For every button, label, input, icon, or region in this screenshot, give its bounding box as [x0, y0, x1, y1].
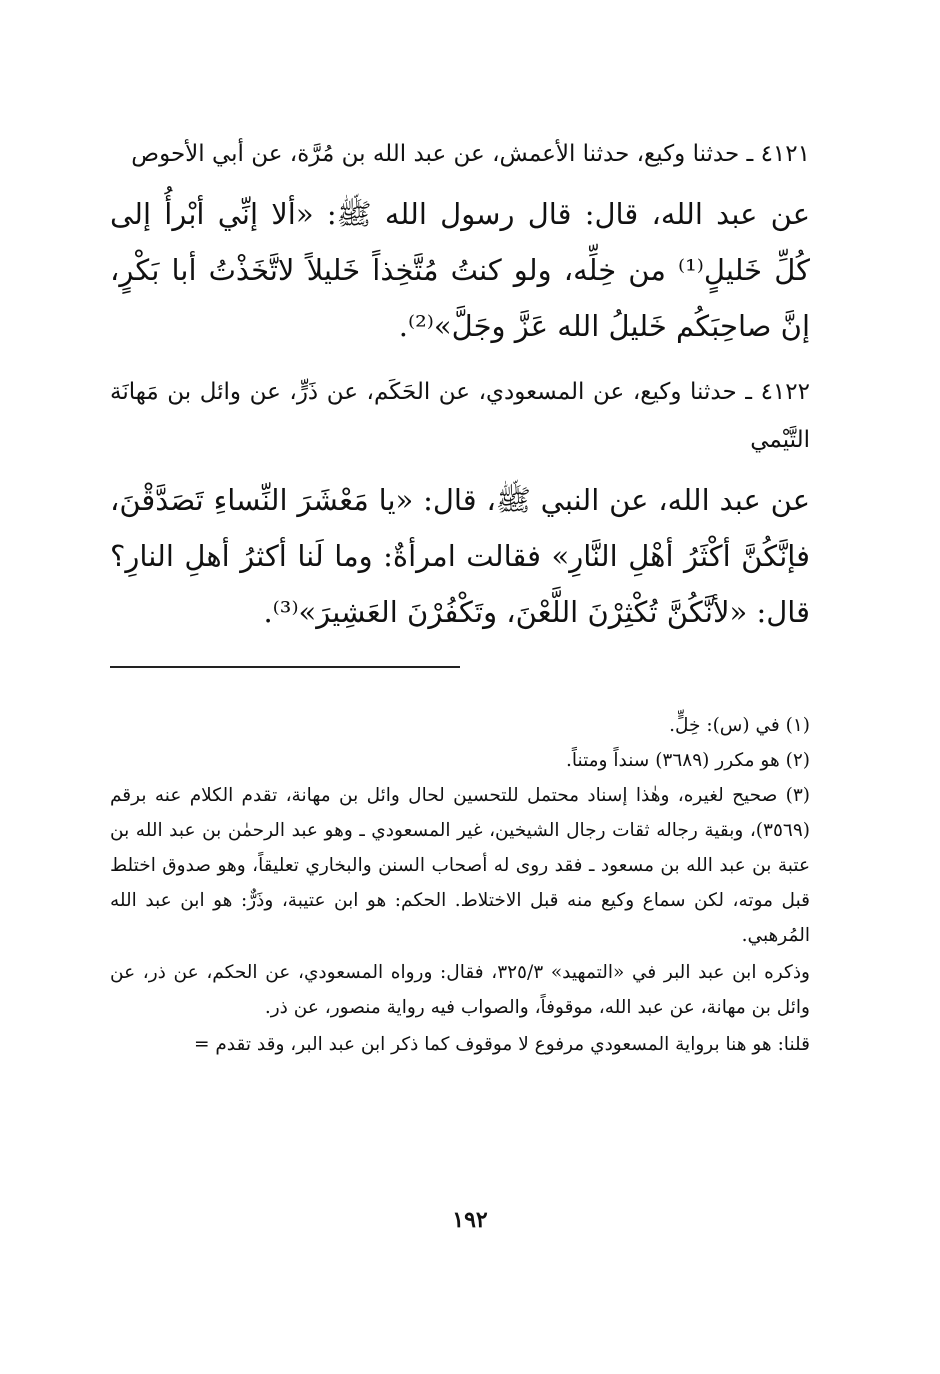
hadith-section: [110, 130, 810, 640]
footnote-2: (٢) هو مكرر (٣٦٨٩) سنداً ومتناً.: [565, 750, 810, 771]
footnote-1: (١) في (س): خِلٍّ.: [669, 715, 810, 736]
footnotes: [110, 708, 810, 1062]
footnote-3: (٣) صحيح لغيره، وهٰذا إسناد محتمل للتحسين لحال وائل بن مهانة، تقدم الكلام عنه برقم (٣٥٦٩)، وبقية رجاله ثقات رجال الشيخين، غير المسعودي ـ وهو عبد الرحمٰن بن عبد الله بن عتبة بن عبد الله بن مسعود ـ فقد روى له أصحاب السنن والبخاري تعليقاً، وهو صدوق اختلط قبل موته، لكن سماع وكيع منه قبل الاختلاط. الحكم: هو ابن عتيبة، وذَرٌّ: هو ابن عبد الله المُرهبي.: [110, 785, 810, 946]
hadith-4122-isnad: ٤١٢٢ ـ حدثنا وكيع، عن المسعودي، عن الحَكَم، عن ذَرٍّ، عن وائل بن مَهانَة التَّيْمي: [110, 379, 810, 453]
footnote-separator: [110, 666, 460, 668]
hadith-4121-matn: عن عبد الله، قال: قال رسول الله ﷺ: «ألا إنِّي أبْرأُ إلى كُلِّ خَليلٍ⁽¹⁾ من خِلِّه، ولو كنتُ مُتَّخِذاً خَليلاً لاتَّخَذْتُ أبا بَكْرٍ، إنَّ صاحِبَكُم خَليلُ الله عَزَّ وجَلَّ»⁽²⁾.: [110, 197, 810, 343]
footnote-3-continued: وذكره ابن عبد البر في «التمهيد» ٣٢٥/٣، فقال: ورواه المسعودي، عن الحكم، عن ذر، عن وائل بن مهانة، عن عبد الله، موقوفاً، والصواب فيه رواية منصور، عن ذر.: [110, 962, 810, 1018]
page-number: ١٩٢: [452, 1207, 488, 1233]
hadith-4122-matn: عن عبد الله، عن النبي ﷺ، قال: «يا مَعْشَرَ النِّساءِ تَصَدَّقْنَ، فإنَّكُنَّ أكْثَرُ أهْلِ النَّارِ» فقالت امرأةٌ: وما لَنا أكثرُ أهلِ النارِ؟ قال: «لأنَّكُنَّ تُكْثِرْنَ اللَّعْنَ، وتَكْفُرْنَ العَشِيرَ»⁽³⁾.: [110, 483, 810, 629]
hadith-4121-isnad: ٤١٢١ ـ حدثنا وكيع، حدثنا الأعمش، عن عبد الله بن مُرَّة، عن أبي الأحوص: [131, 141, 810, 167]
footnote-3-continued-2: قلنا: هو هنا برواية المسعودي مرفوع لا موقوف كما ذكر ابن عبد البر، وقد تقدم =: [193, 1034, 810, 1055]
page-content: [110, 130, 810, 1062]
